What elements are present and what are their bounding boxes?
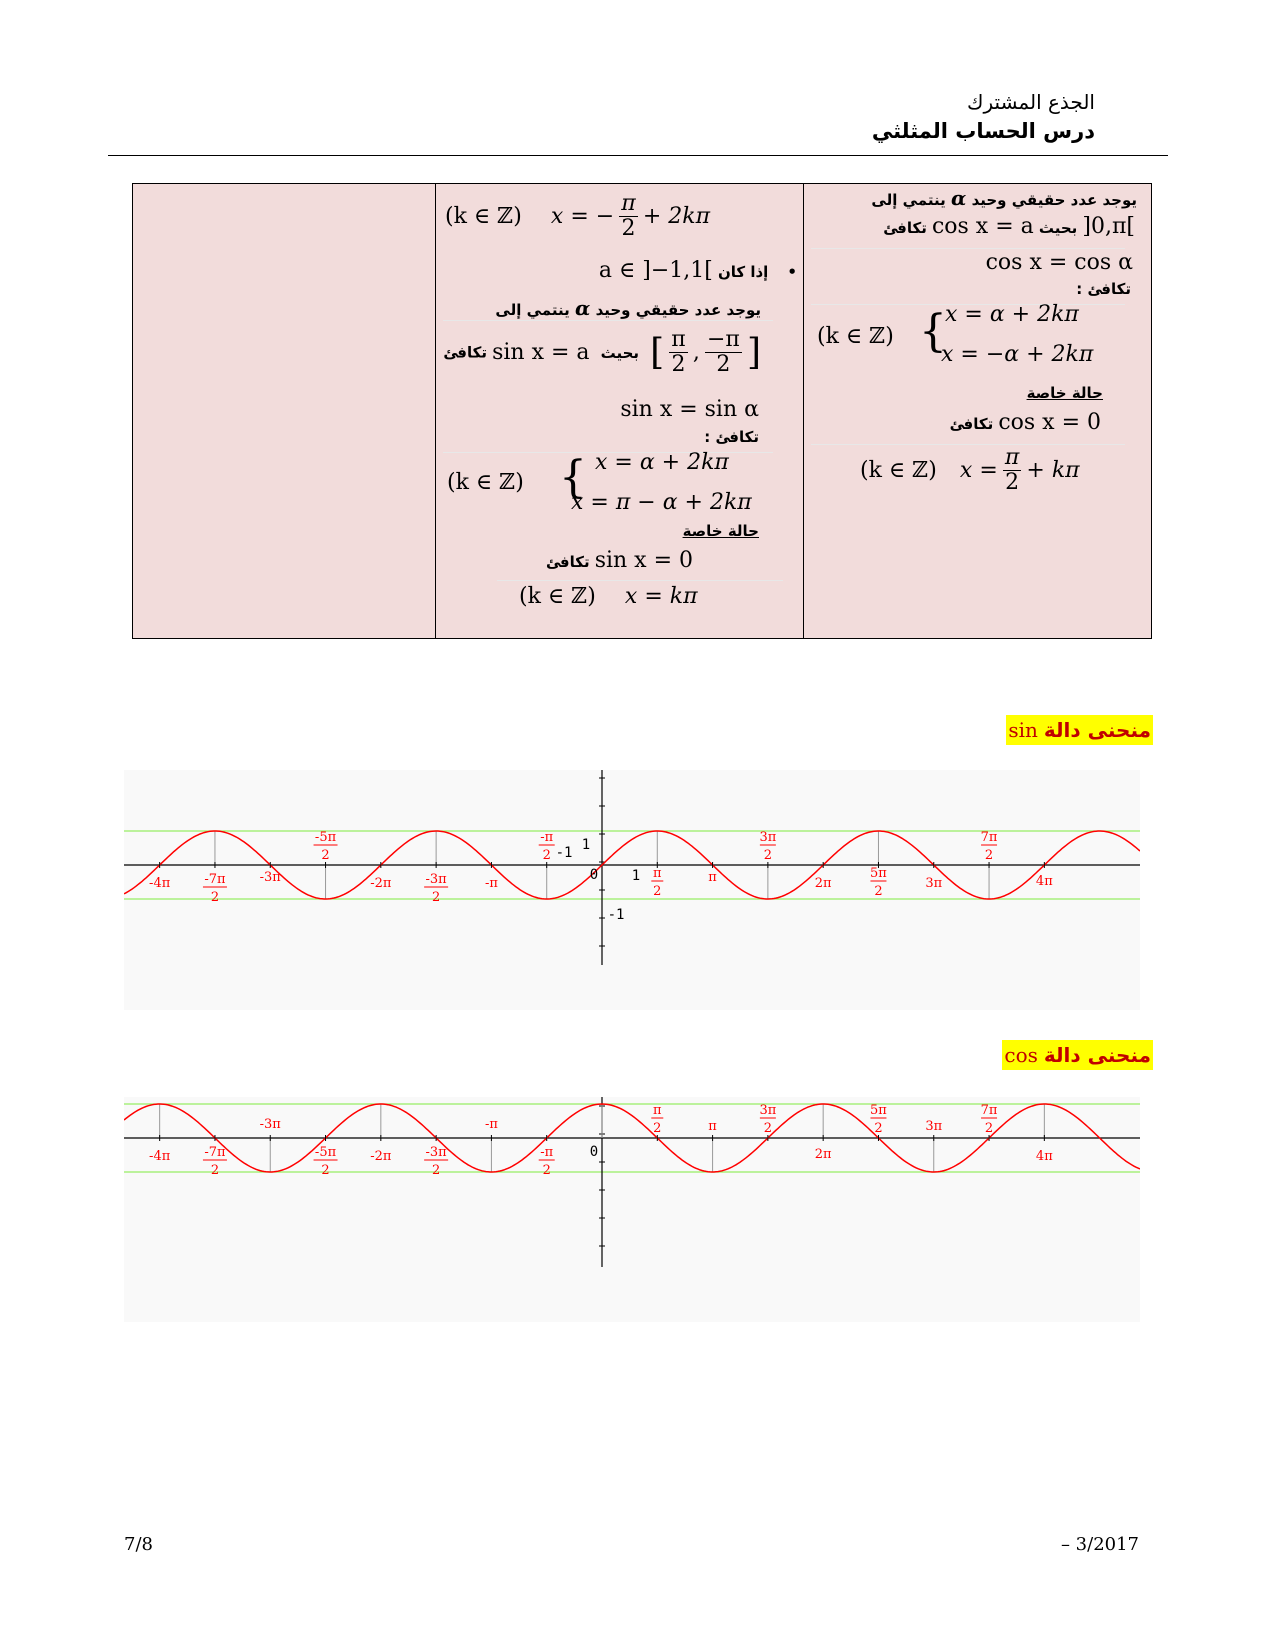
tick-label: π	[708, 1119, 717, 1134]
tick-label-den: 2	[542, 1163, 551, 1178]
tick-label: 3π	[759, 830, 777, 845]
cos-interval-line: ]0,π[ بحيث cos x = a تكافئ	[883, 214, 1135, 239]
tick-label-den: 2	[763, 1121, 773, 1136]
tick-label: -4π	[149, 876, 171, 891]
tick-label: 2π	[814, 876, 832, 891]
axis-label: 1	[581, 837, 591, 853]
cos-graph	[124, 1097, 1140, 1322]
footer-date: – 3/2017	[1060, 1534, 1139, 1555]
tick-label-den: 2	[653, 884, 662, 899]
tick-label-den: 2	[874, 884, 883, 899]
sin-equations-cell: (k ∈ ℤ) x = − $\frac{\pi}{2}$ + 2kπ • إذا كان a ∈ ]−1,1[ يوجد عدد حقيقي وحيد α ينتمي إلى ] $\frac{-\pi}{2}$ , $\frac{\pi}{2}$ [ بحيث sin x = a تكافئ sin x = sin α تكافئ : (k ∈ ℤ) { x = α + 2kπ x = π − α + 2kπ حالة خاصة sin x = 0 تكافئ (k ∈ ℤ) x = kπ	[443, 191, 797, 609]
tick-label: π	[653, 1103, 662, 1118]
cos-neg-one-solution: (k ∈ ℤ) x = − $\frac{\pi}{2}$ + 2kπ	[445, 191, 711, 242]
sin-eq-sin: sin x = sin α	[620, 397, 759, 422]
tick-label: -7π	[204, 1145, 226, 1160]
tick-label: π	[653, 866, 662, 881]
tick-label: -π	[540, 830, 554, 845]
tick-label: -π	[540, 1145, 554, 1160]
sin-condition-line: • إذا كان a ∈ ]−1,1[	[598, 258, 797, 283]
tick-label: -3π	[259, 1117, 281, 1132]
tick-label-den: 2	[431, 1163, 441, 1178]
tick-label: 4π	[1035, 874, 1053, 889]
lesson-title: درس الحساب المثلثي	[871, 119, 1095, 143]
trig-equations-table	[132, 183, 1152, 639]
tick-label: 3π	[925, 1119, 943, 1134]
axis-label: 1	[631, 868, 641, 884]
column-divider	[803, 184, 804, 638]
cos-zero-line: cos x = 0 تكافئ	[949, 410, 1101, 435]
tick-label-den: 2	[210, 1163, 220, 1178]
sin-special-case: حالة خاصة	[682, 522, 759, 540]
tick-label-den: 2	[984, 1121, 994, 1136]
tick-label: 3π	[759, 1103, 777, 1118]
sin-zero-line: sin x = 0 تكافئ	[546, 548, 693, 573]
cos-exists-line: يوجد عدد حقيقي وحيد α ينتمي إلى	[871, 186, 1137, 210]
tick-label: -3π	[425, 1145, 447, 1160]
cos-special-case: حالة خاصة	[1026, 384, 1103, 402]
tick-label-den: 2	[874, 1121, 883, 1136]
page-number: 7/8	[124, 1534, 153, 1555]
column-divider	[435, 184, 436, 638]
axis-label: 0	[589, 1144, 599, 1160]
tick-label: -5π	[314, 1145, 337, 1160]
tick-label: 2π	[814, 1147, 832, 1162]
tick-label: 4π	[1035, 1149, 1053, 1164]
tick-label: 7π	[980, 830, 998, 845]
tick-label: 3π	[925, 876, 943, 891]
sin-zero-solution: (k ∈ ℤ) x = kπ	[519, 584, 698, 609]
tick-label: -7π	[204, 872, 226, 887]
cos-equiv-colon: تكافئ :	[1076, 280, 1131, 298]
cos-section-title: منحنى دالةcos	[1002, 1040, 1153, 1070]
tick-label: -5π	[314, 830, 337, 845]
axis-label: -1	[607, 907, 625, 923]
tick-label: -4π	[149, 1149, 171, 1164]
tick-label-den: 2	[210, 890, 220, 905]
cos-eq-cos: cos x = cos α	[985, 250, 1133, 275]
tick-label: -π	[484, 1117, 498, 1132]
tick-label: -3π	[259, 870, 281, 885]
tick-label: 5π	[870, 866, 887, 881]
tick-label-den: 2	[431, 890, 441, 905]
sin-equiv-colon: تكافئ :	[704, 428, 759, 446]
subject-label: الجذع المشترك	[967, 90, 1095, 114]
tick-label: -2π	[370, 1149, 392, 1164]
sin-exists-line: يوجد عدد حقيقي وحيد α ينتمي إلى	[495, 296, 761, 320]
tick-label: -3π	[425, 872, 447, 887]
tick-label-den: 2	[321, 848, 330, 863]
sin-graph	[124, 770, 1140, 1010]
tick-label: 5π	[870, 1103, 887, 1118]
tick-label-den: 2	[321, 1163, 330, 1178]
axis-label: -1	[555, 845, 573, 861]
graph-background	[124, 770, 1140, 1010]
tick-label-den: 2	[763, 848, 773, 863]
sin-interval-line: ] $\frac{-\pi}{2}$ , $\frac{\pi}{2}$ [ بحيث sin x = a تكافئ	[443, 327, 761, 378]
cos-equations-cell: يوجد عدد حقيقي وحيد α ينتمي إلى ]0,π[ بحيث cos x = a تكافئ cos x = cos α تكافئ : (k ∈ ℤ) { x = α + 2kπ x = −α + 2kπ حالة خاصة cos x = 0 تكافئ (k ∈ ℤ) x = $\frac{\pi}{2}$ + kπ	[805, 184, 1145, 638]
tick-label-den: 2	[984, 848, 994, 863]
tick-label: 7π	[980, 1103, 998, 1118]
sin-section-title: منحنى دالةsin	[1006, 715, 1153, 745]
axis-label: 0	[589, 867, 599, 883]
tick-label-den: 2	[542, 848, 551, 863]
tick-label-den: 2	[653, 1121, 662, 1136]
header-divider	[108, 155, 1168, 156]
tick-label: -2π	[370, 876, 392, 891]
cos-zero-solution: (k ∈ ℤ) x = $\frac{\pi}{2}$ + kπ	[860, 445, 1080, 496]
tick-label: π	[708, 870, 717, 885]
page-header	[872, 88, 1095, 146]
tick-label: -π	[484, 876, 498, 891]
